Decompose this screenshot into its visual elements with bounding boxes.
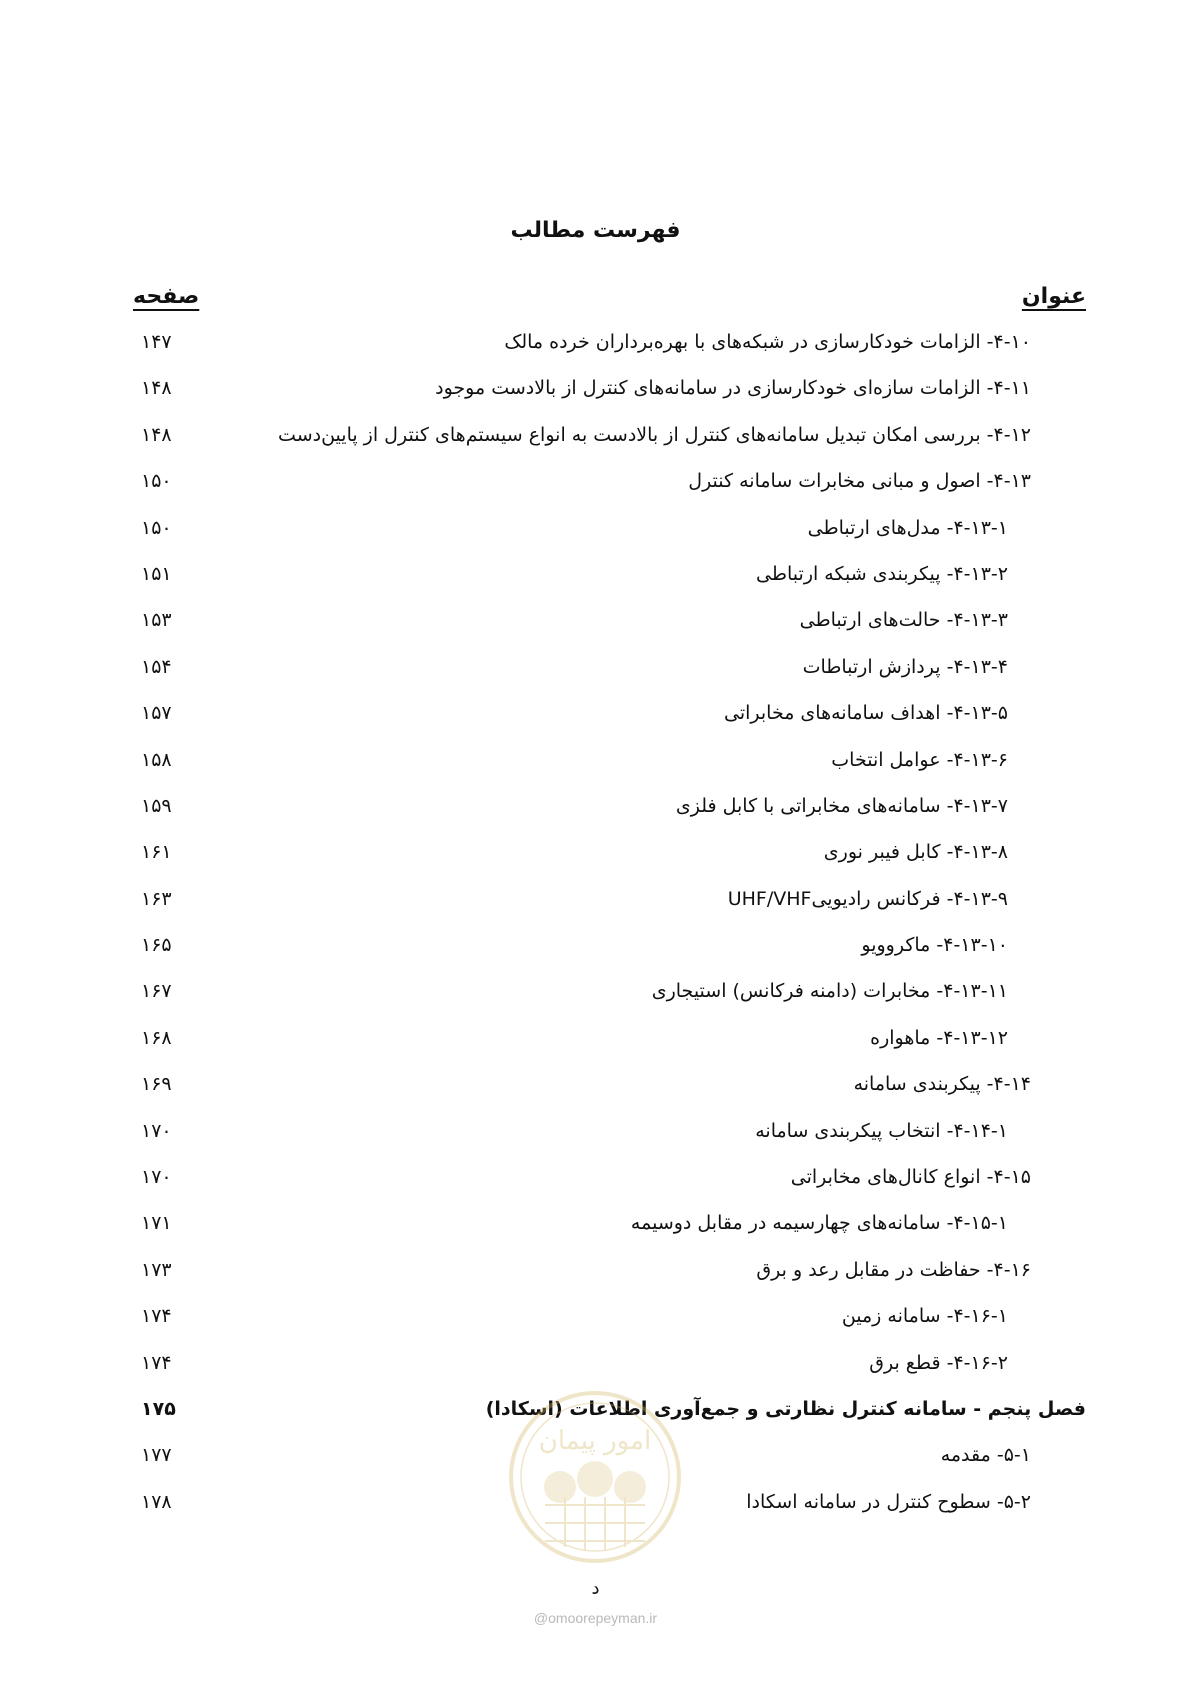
toc-entry-page: ۱۷۴	[141, 1305, 172, 1328]
toc-entry-row	[0, 1253, 1191, 1299]
watermark-text: امور پیمان	[538, 1426, 652, 1456]
toc-entry-title: ۴-۱۳-۱- مدل‌های ارتباطی	[807, 516, 1008, 539]
page-number: د	[591, 1578, 600, 1599]
toc-entry-page: ۱۴۷	[141, 331, 172, 353]
toc-entry-row	[0, 418, 1191, 464]
toc-entry-row	[0, 1160, 1191, 1206]
toc-entry-title: ۴-۱۳-۸- کابل فیبر نوری	[823, 841, 1008, 864]
toc-entry-row	[0, 1021, 1191, 1067]
toc-entry-page: ۱۵۰	[141, 516, 172, 539]
toc-entry-row	[0, 1067, 1191, 1113]
toc-entry-row	[0, 557, 1191, 603]
toc-entry-title: ۴-۱۶-۱- سامانه زمین	[841, 1305, 1008, 1328]
toc-entry-title: ۵-۲- سطوح کنترل در سامانه اسکادا	[746, 1490, 1031, 1513]
toc-entry-page: ۱۶۸	[141, 1026, 172, 1049]
toc-entry-row	[0, 974, 1191, 1020]
toc-entry-title: ۴-۱۳-۱۰- ماکروویو	[861, 934, 1008, 957]
toc-entry-row	[0, 650, 1191, 696]
toc-entry-title: ۴-۱۵- انواع کانال‌های مخابراتی	[790, 1166, 1031, 1189]
toc-entry-row	[0, 789, 1191, 835]
toc-entry-page: ۱۷۳	[141, 1258, 172, 1281]
toc-entry-row	[0, 928, 1191, 974]
toc-entry-page: ۱۵۷	[141, 702, 172, 725]
toc-entry-row	[0, 603, 1191, 649]
toc-entry-title: ۴-۱۶- حفاظت در مقابل رعد و برق	[756, 1258, 1031, 1281]
page-column-header: صفحه	[133, 284, 200, 309]
toc-entry-title: ۴-۱۳-۶- عوامل انتخاب	[831, 748, 1008, 771]
toc-entry-row	[0, 743, 1191, 789]
toc-entry-row	[0, 511, 1191, 557]
toc-entry-row	[0, 1206, 1191, 1252]
toc-entry-page: ۱۷۷	[141, 1444, 172, 1467]
toc-entry-page: ۱۴۸	[141, 377, 172, 400]
toc-entry-row	[0, 1299, 1191, 1345]
toc-entry-title: ۴-۱۳-۴- پردازش ارتباطات	[802, 655, 1008, 678]
toc-entry-row	[0, 1114, 1191, 1160]
toc-heading: فهرست مطالب	[510, 218, 681, 243]
toc-entry-page: ۱۷۰	[141, 1119, 172, 1142]
toc-entry-row	[0, 325, 1191, 371]
website-footer: @omoorepeyman.ir	[533, 1610, 658, 1626]
toc-entry-row	[0, 882, 1191, 928]
watermark-logo	[505, 1387, 685, 1567]
toc-entry-page: ۱۵۸	[141, 748, 172, 771]
toc-entry-title: ۴-۱۳-۹- فرکانس رادیوییUHF/VHF	[727, 887, 1008, 910]
toc-entry-page: ۱۷۸	[141, 1490, 172, 1513]
toc-entry-title: ۴-۱۳-۱۲- ماهواره	[870, 1026, 1008, 1049]
toc-entry-title: ۴-۱۳-۱۱- مخابرات (دامنه فرکانس) استیجاری	[651, 980, 1008, 1003]
toc-entry-page: ۱۵۳	[141, 609, 172, 632]
toc-entry-title: ۴-۱۲- بررسی امکان تبدیل سامانه‌های کنترل از بالادست به انواع سیستم‌های کنترل از پایین‌دست	[278, 423, 1031, 446]
toc-entry-page: ۱۷۴	[141, 1351, 172, 1374]
toc-entry-page: ۱۵۱	[141, 562, 172, 585]
toc-entry-page: ۱۶۵	[141, 934, 172, 957]
toc-entries	[0, 325, 1191, 1531]
toc-entry-title: فصل پنجم - سامانه کنترل نظارتی و جمع‌آوری اطلاعات (اسکادا)	[485, 1397, 1086, 1420]
toc-entry-page: ۱۶۱	[141, 841, 172, 864]
toc-entry-title: ۴-۱۳-۳- حالت‌های ارتباطی	[799, 609, 1008, 632]
toc-entry-title: ۴-۱۳-۵- اهداف سامانه‌های مخابراتی	[723, 702, 1008, 725]
toc-entry-title: ۴-۱۴-۱- انتخاب پیکربندی سامانه	[755, 1119, 1008, 1142]
toc-entry-title: ۴-۱۳- اصول و مبانی مخابرات سامانه کنترل	[688, 470, 1031, 493]
toc-entry-page: ۱۷۰	[141, 1166, 172, 1189]
toc-entry-title: ۴-۱۴- پیکربندی سامانه	[853, 1073, 1031, 1096]
toc-entry-title: ۴-۱۳-۲- پیکربندی شبکه ارتباطی	[756, 562, 1008, 585]
toc-entry-title: ۴-۱۰- الزامات خودکارسازی در شبکه‌های با بهره‌برداران خرده مالک	[504, 331, 1031, 353]
toc-entry-row	[0, 371, 1191, 417]
toc-entry-page: ۱۷۱	[141, 1212, 172, 1235]
toc-entry-title: ۴-۱۱- الزامات سازه‌ای خودکارسازی در سامانه‌های کنترل از بالادست موجود	[435, 377, 1031, 400]
toc-entry-row	[0, 696, 1191, 742]
toc-entry-page: ۱۶۹	[141, 1073, 172, 1096]
toc-entry-row	[0, 464, 1191, 510]
toc-entry-row	[0, 1346, 1191, 1392]
toc-entry-page: ۱۶۳	[141, 887, 172, 910]
toc-entry-row	[0, 835, 1191, 881]
toc-entry-page: ۱۵۹	[141, 794, 172, 817]
toc-entry-title: ۵-۱- مقدمه	[940, 1444, 1031, 1467]
toc-entry-page: ۱۵۴	[141, 655, 172, 678]
toc-entry-page: ۱۷۵	[141, 1397, 176, 1420]
toc-entry-page: ۱۵۰	[141, 470, 172, 493]
toc-entry-title: ۴-۱۶-۲- قطع برق	[869, 1351, 1008, 1374]
title-column-header: عنوان	[1021, 284, 1086, 309]
toc-entry-page: ۱۶۷	[141, 980, 172, 1003]
toc-entry-title: ۴-۱۵-۱- سامانه‌های چهارسیمه در مقابل دوسیمه	[630, 1212, 1008, 1235]
toc-entry-page: ۱۴۸	[141, 423, 172, 446]
toc-entry-title: ۴-۱۳-۷- سامانه‌های مخابراتی با کابل فلزی	[675, 794, 1008, 817]
